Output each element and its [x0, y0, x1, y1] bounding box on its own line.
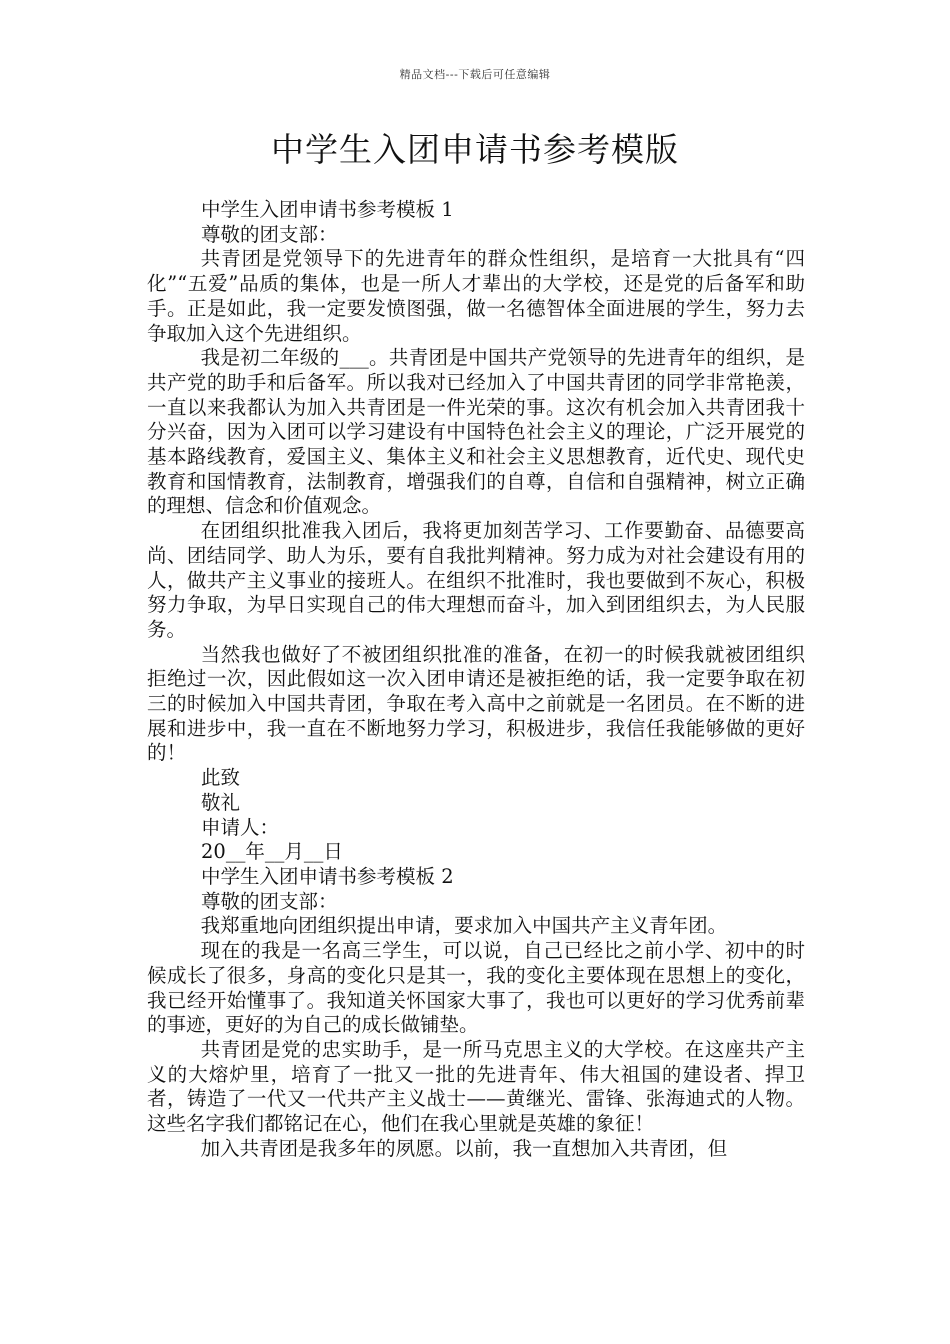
body-paragraph: 共青团是党领导下的先进青年的群众性组织，是培育一大批具有“四化”“五爱”品质的集体，也是一所人才辈出的大学校，还是党的后备军和助手。正是如此，我一定要发愤图强，做一名德智体全面进展的学生，努力去争取加入这个先进组织。 [147, 247, 805, 345]
body-paragraph: 我是初二年级的___。共青团是中国共产党领导的先进青年的组织，是共产党的助手和后备军。所以我对已经加入了中国共青团的同学非常艳羡，一直以来我都认为加入共青团是一件光荣的事。这次有机会加入共青团我十分兴奋，因为入团可以学习建设有中国特色社会主义的理论，广泛开展党的基本路线教育，爱国主义、集体主义和社会主义思想教育，近代史、现代史教育和国情教育，法制教育，增强我们的自尊，自信和自强精神，树立正确的理想、信念和价值观念。 [147, 346, 805, 518]
closing-line: 此致 [201, 766, 241, 790]
document-title: 中学生入团申请书参考模版 [271, 130, 679, 169]
body-paragraph: 加入共青团是我多年的夙愿。以前，我一直想加入共青团，但 [200, 1136, 728, 1160]
date-line: 20__年__月__日 [201, 840, 343, 864]
header-note: 精品文档---下载后可任意编辑 [399, 68, 551, 81]
body-paragraph: 现在的我是一名高三学生，可以说，自己已经比之前小学、初中的时候成长了很多，身高的变化只是其一，我的变化主要体现在思想上的变化，我已经开始懂事了。我知道关怀国家大事了，我也可以更好的学习优秀前辈的事迹，更好的为自己的成长做铺垫。 [147, 939, 805, 1037]
closing-line: 敬礼 [201, 790, 241, 814]
body-paragraph: 当然我也做好了不被团组织批准的准备，在初一的时候我就被团组织拒绝过一次，因此假如这一次入团申请还是被拒绝的话，我一定要争取在初三的时候加入中国共青团，争取在考入高中之前就是一名团员。在不断的进展和进步中，我一直在不断地努力学习，积极进步，我信任我能够做的更好的！ [147, 642, 805, 765]
body-paragraph: 共青团是党的忠实助手，是一所马克思主义的大学校。在这座共产主义的大熔炉里，培育了一批又一批的先进青年、伟大祖国的建设者、捍卫者，铸造了一代又一代共产主义战士——黄继光、雷锋、张海迪式的人物。这些名字我们都铭记在心，他们在我心里就是英雄的象征！ [147, 1037, 805, 1136]
body-paragraph: 在团组织批准我入团后，我将更加刻苦学习、工作要勤奋、品德要高尚、团结同学、助人为乐，要有自我批判精神。努力成为对社会建设有用的人，做共产主义事业的接班人。在组织不批准时，我也要做到不灰心，积极努力争取，为早日实现自己的伟大理想而奋斗，加入到团组织去，为人民服务。 [147, 519, 805, 641]
body-paragraph: 我郑重地向团组织提出申请，要求加入中国共产主义青年团。 [200, 914, 728, 938]
document-body [147, 198, 805, 1161]
salutation: 尊敬的团支部： [201, 889, 338, 913]
applicant-line: 申请人： [201, 815, 280, 839]
salutation: 尊敬的团支部： [201, 222, 338, 246]
section-heading-1: 中学生入团申请书参考模板 1 [201, 198, 454, 221]
section-heading-2: 中学生入团申请书参考模板 2 [201, 864, 454, 888]
